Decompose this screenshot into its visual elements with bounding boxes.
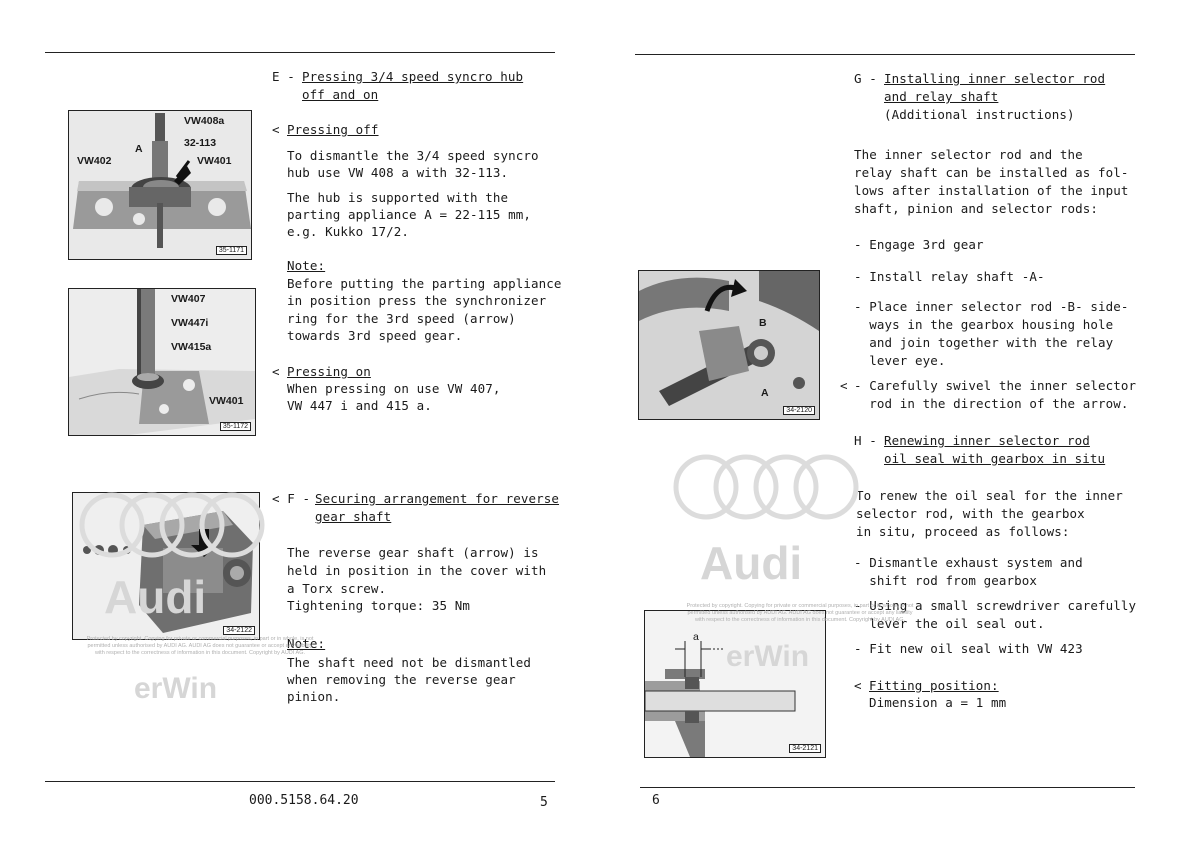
section-e-marker: E - [272,69,295,84]
g-p1-line-3: lows after installation of the input [854,183,1129,198]
left-bottom-rule [45,781,555,782]
section-h-marker: H - [854,433,877,448]
e-note-line-1: Before putting the parting appliance [287,276,562,291]
h-step-1-line-2: shift rod from gearbox [854,573,1038,588]
f-p1-line-4: Tightening torque: 35 Nm [287,598,471,613]
h-step-2-line-1: - Using a small screwdriver carefully [854,598,1137,613]
f-note-label: Note: [287,636,326,651]
figure-2-drawing [69,289,255,435]
audi-rings-watermark-left [74,490,274,560]
f-p1-line-2: held in position in the cover with [287,563,547,578]
e-note-label: Note: [287,258,326,273]
f-p1-line-1: The reverse gear shaft (arrow) is [287,545,539,560]
fig2-label-vw407: VW407 [171,293,206,305]
section-g-marker: G - [854,71,877,86]
copyright-notice-left: Protected by copyright. Copying for private or commercial purposes, in part or in whole, is not permitted unless authorised by AUDI AG. AUDI AG does not guarantee or accept any liability with respect to the correctness of information in this document. Copyright by AUDI AG. [86,636,314,656]
figure-syncro-hub-press-off [68,110,252,260]
section-g-heading-1: Installing inner selector rod [884,71,1106,86]
right-bottom-rule [640,787,1135,788]
h-p1-line-2: selector rod, with the gearbox [856,506,1085,521]
fig1-label-32-113: 32-113 [184,137,217,149]
g-step-3-line-1: - Place inner selector rod -B- side- [854,299,1129,314]
pressing-off-marker: < [272,122,280,137]
figure-oil-seal-position [644,610,826,758]
fig1-label-a: A [135,143,143,155]
fig3-number: 34-2122 [223,626,255,635]
g-step-4-line-2: rod in the direction of the arrow. [854,396,1129,411]
section-e-heading-2: off and on [302,87,379,102]
figure-1-drawing [69,111,251,259]
fitting-position-marker: < [854,678,862,693]
audi-brand-watermark-left: Audi [104,571,207,623]
figure-syncro-hub-press-on [68,288,256,436]
e-p2-line-3: e.g. Kukko 17/2. [287,224,410,239]
section-g-subheading: (Additional instructions) [884,107,1075,122]
figure-4-drawing [639,271,819,419]
page-number-6: 6 [652,793,660,808]
left-top-rule [45,52,555,53]
section-h-heading-1: Renewing inner selector rod [884,433,1090,448]
e-p1-line-1: To dismantle the 3/4 speed syncro [287,148,539,163]
g-step-3-line-2: ways in the gearbox housing hole [854,317,1114,332]
section-g-heading-2: and relay shaft [884,89,999,104]
erwin-watermark-right: erWin [726,640,810,673]
g-step-4-marker: < [840,378,848,393]
fig4-label-b: B [759,317,767,329]
g-step-1: - Engage 3rd gear [854,237,984,252]
fitting-position-dimension: Dimension a = 1 mm [869,695,1007,710]
figure-5-drawing [645,611,825,757]
g-step-3-line-4: lever eye. [854,353,946,368]
e-p2-line-2: parting appliance A = 22-115 mm, [287,207,532,222]
g-step-3-line-3: and join together with the relay [854,335,1114,350]
fig1-label-vw408a: VW408a [184,115,225,127]
section-h-heading-2: oil seal with gearbox in situ [884,451,1106,466]
fig5-label-a: a [693,631,699,643]
e-p2-line-1: The hub is supported with the [287,190,509,205]
fig2-label-vw447i: VW447i [171,317,209,329]
section-f-heading-2: gear shaft [315,509,392,524]
e-p1-line-2: hub use VW 408 a with 32-113. [287,165,509,180]
h-p1-line-3: in situ, proceed as follows: [856,524,1070,539]
h-p1-line-1: To renew the oil seal for the inner [856,488,1123,503]
fig5-number: 34-2121 [789,744,821,753]
document-code: 000.5158.64.20 [249,793,359,808]
f-note-line-1: The shaft need not be dismantled [287,655,532,670]
copyright-notice-right: Protected by copyright. Copying for private or commercial purposes, in part or in whole, is not permitted unless authorised by AUDI AG. AUDI AG does not guarantee or accept any liability with respect to the correctness of information in this document. Copyright by AUDI AG. [686,603,914,623]
audi-rings-watermark-right [668,452,868,522]
pressing-off-heading: Pressing off [287,122,379,137]
h-step-3: - Fit new oil seal with VW 423 [854,641,1083,656]
g-step-2: - Install relay shaft -A- [854,269,1045,284]
pressing-on-heading: Pressing on [287,364,371,379]
section-e-heading-1: Pressing 3/4 speed syncro hub [302,69,524,84]
e-note-line-2: in position press the synchronizer [287,293,547,308]
f-note-line-2: when removing the reverse gear [287,672,516,687]
f-note-line-3: pinion. [287,689,341,704]
fitting-position-heading: Fitting position: [869,678,999,693]
fig1-label-vw402: VW402 [77,155,112,167]
page-number-5: 5 [540,795,548,810]
audi-brand-watermark-right: Audi [700,537,803,589]
h-step-1-line-1: - Dismantle exhaust system and [854,555,1083,570]
g-p1-line-2: relay shaft can be installed as fol- [854,165,1129,180]
h-step-2-line-2: lever the oil seal out. [854,616,1045,631]
pressing-on-line-2: VW 447 i and 415 a. [287,398,432,413]
g-p1-line-4: shaft, pinion and selector rods: [854,201,1099,216]
right-top-rule [635,54,1135,55]
f-p1-line-3: a Torx screw. [287,581,387,596]
pressing-on-line-1: When pressing on use VW 407, [287,381,501,396]
fig2-number: 35-1172 [220,422,251,431]
section-f-heading-1: Securing arrangement for reverse [315,491,560,506]
g-step-4-line-1: - Carefully swivel the inner selector [854,378,1137,393]
e-note-line-4: towards 3rd speed gear. [287,328,463,343]
fig1-label-vw401: VW401 [197,155,232,167]
fig4-label-a: A [761,387,769,399]
fig4-number: 34-2120 [783,406,815,415]
fig2-label-vw415a: VW415a [171,341,212,353]
figure-inner-selector-rod [638,270,820,420]
pressing-on-marker: < [272,364,280,379]
g-p1-line-1: The inner selector rod and the [854,147,1083,162]
erwin-watermark-left: erWin [134,672,218,705]
fig2-label-vw401: VW401 [209,395,244,407]
fig1-number: 35-1171 [216,246,247,255]
e-note-line-3: ring for the 3rd speed (arrow) [287,311,516,326]
section-f-marker: < F - [272,491,311,506]
